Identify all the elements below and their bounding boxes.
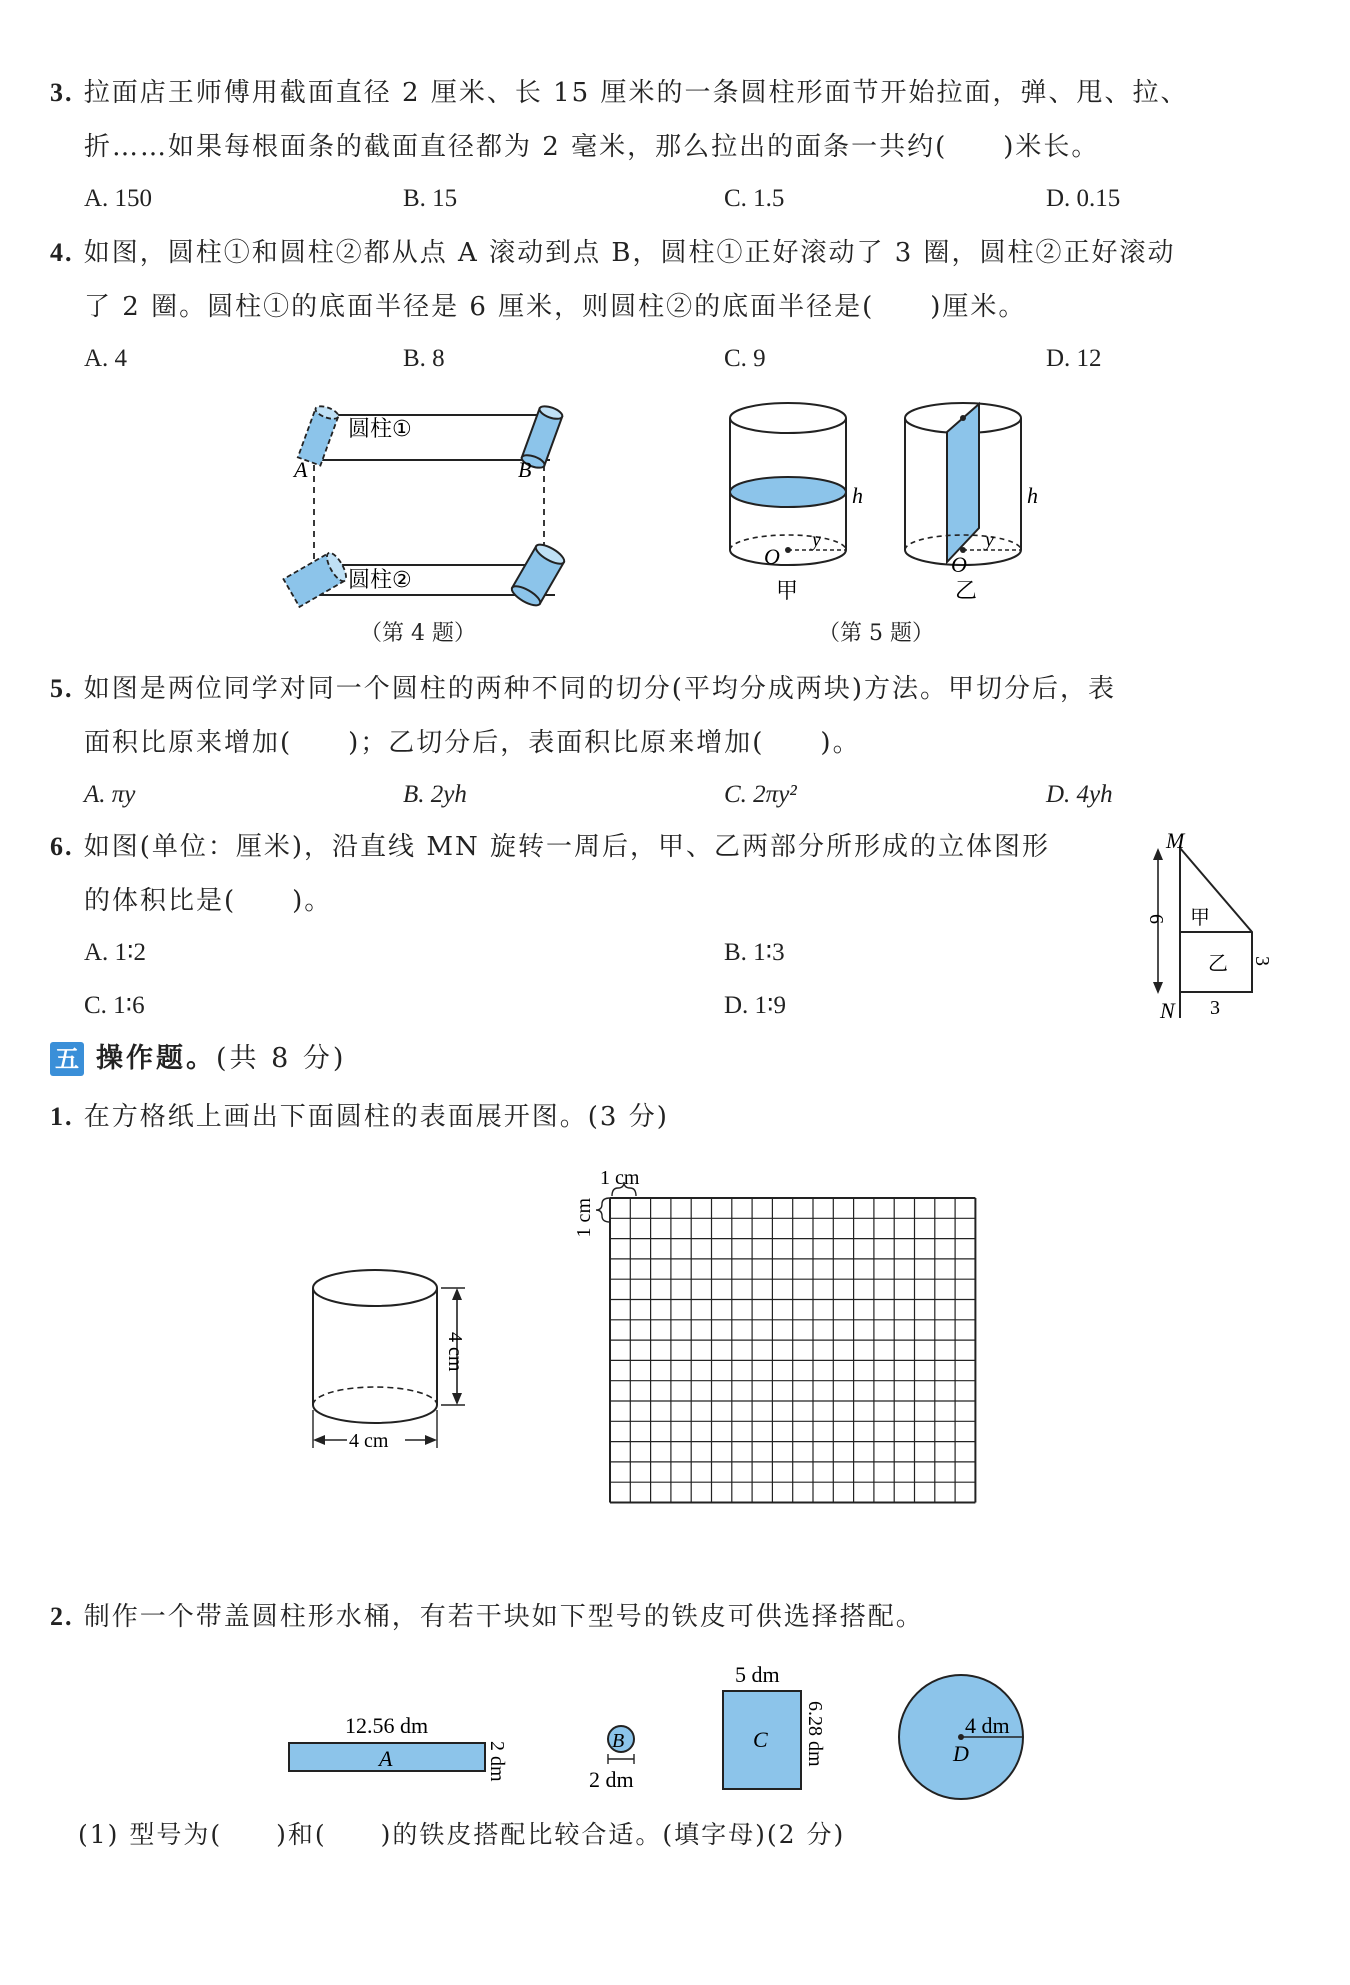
q4-figure	[280, 395, 590, 615]
jia-h-label: h	[852, 483, 863, 508]
q4-number: 4.	[50, 238, 74, 267]
section-five-points: (共 8 分)	[216, 1043, 347, 1074]
op2-sub1: (1) 型号为( )和( )的铁皮搭配比较合适。(填字母)(2 分)	[78, 1820, 846, 1849]
op1-text: 在方格纸上画出下面圆柱的表面展开图。(3 分)	[83, 1102, 669, 1132]
q5-option-d: D. 4yh	[1046, 781, 1113, 808]
section-five-badge: 五	[50, 1042, 84, 1076]
point-a: A	[294, 457, 308, 482]
sheet-a	[289, 1713, 508, 1782]
cylinder-2-label: 圆柱②	[348, 568, 412, 593]
op2-line	[50, 1600, 924, 1634]
cylinder-1-label: 圆柱①	[348, 417, 412, 442]
q5-caption: （第 5 题）	[818, 621, 934, 646]
q6-side-label: 3	[1251, 956, 1273, 966]
grid-unit-horizontal: 1 cm	[600, 1167, 640, 1189]
sheet-a-label: A	[379, 1746, 393, 1771]
q5-option-a: A. πy	[84, 781, 136, 808]
q5-option-b: B. 2yh	[403, 781, 467, 808]
q3-number: 3.	[50, 78, 74, 107]
yi-y-label: y	[985, 529, 994, 551]
q6-m-label: M	[1166, 828, 1185, 853]
jia-cylinder	[730, 403, 863, 604]
q3-option-a: A. 150	[84, 185, 153, 212]
q3-option-c: C. 1.5	[724, 185, 785, 212]
op2-number: 2.	[50, 1602, 74, 1631]
jia-name: 甲	[776, 579, 799, 604]
yi-cylinder	[905, 403, 1038, 604]
q6-text-1: 如图(单位：厘米)，沿直线 MN 旋转一周后，甲、乙两部分所形成的立体图形	[83, 832, 1050, 862]
op1-height-label: 4 cm	[444, 1332, 466, 1372]
q3-option-d: D. 0.15	[1046, 185, 1121, 212]
sheet-c	[723, 1662, 826, 1789]
op1-diameter-label: 4 cm	[349, 1430, 389, 1452]
q3-text-1: 拉面店王师傅用截面直径 2 厘米、长 15 厘米的一条圆柱形面节开始拉面，弹、甩、拉、	[83, 78, 1189, 108]
q4-option-d: D. 12	[1046, 345, 1102, 372]
q6-option-b: B. 1∶3	[724, 939, 785, 966]
yi-o-label: O	[951, 552, 967, 577]
sheet-d	[899, 1675, 1023, 1799]
q6-option-c: C. 1∶6	[84, 992, 145, 1019]
sheet-a-width: 2 dm	[486, 1741, 508, 1782]
sheet-c-width: 5 dm	[735, 1662, 780, 1687]
q5-text-1: 如图是两位同学对同一个圆柱的两种不同的切分(平均分成两块)方法。甲切分后，表	[83, 674, 1117, 704]
q6-line2: 的体积比是( )。	[84, 886, 333, 916]
iron-sheets-figure	[285, 1655, 1045, 1805]
q4-option-c: C. 9	[724, 345, 766, 372]
q3-option-b: B. 15	[403, 185, 458, 212]
sheet-c-label: C	[753, 1727, 768, 1752]
op1-number: 1.	[50, 1102, 74, 1131]
q4-option-b: B. 8	[403, 345, 445, 372]
op2-text: 制作一个带盖圆柱形水桶，有若干块如下型号的铁皮可供选择搭配。	[83, 1602, 924, 1632]
grid-paper	[570, 1160, 1070, 1590]
q4-caption: （第 4 题）	[360, 621, 476, 646]
q4-line1	[50, 236, 1176, 270]
q5-figure	[720, 400, 1050, 610]
q3-line1	[50, 76, 1188, 110]
q5-option-c: C. 2πy²	[724, 781, 797, 808]
q6-jia-label: 甲	[1190, 905, 1210, 929]
q6-option-d: D. 1∶9	[724, 992, 787, 1019]
q4-line2: 了 2 圈。圆柱①的底面半径是 6 厘米，则圆柱②的底面半径是( )厘米。	[84, 292, 1027, 322]
sheet-b-label: B	[612, 1730, 625, 1752]
q6-option-a: A. 1∶2	[84, 939, 147, 966]
sheet-a-length: 12.56 dm	[345, 1713, 429, 1738]
sheet-c-height: 6.28 dm	[804, 1701, 826, 1767]
q6-number: 6.	[50, 832, 74, 861]
yi-name: 乙	[955, 579, 978, 604]
section-five-title	[96, 1042, 346, 1076]
q4-text-1: 如图，圆柱①和圆柱②都从点 A 滚动到点 B，圆柱①正好滚动了 3 圈，圆柱②正好滚动	[83, 238, 1176, 268]
q3-line2: 折……如果每根面条的截面直径都为 2 毫米，那么拉出的面条一共约( )米长。	[84, 132, 1100, 162]
sheet-d-label: D	[953, 1741, 969, 1766]
q5-line2: 面积比原来增加( )；乙切分后，表面积比原来增加( )。	[84, 728, 861, 758]
sheet-d-radius: 4 dm	[965, 1713, 1010, 1738]
jia-o-label: O	[764, 544, 780, 569]
q5-line1	[50, 672, 1116, 706]
q6-figure	[1145, 828, 1280, 1028]
q6-yi-label: 乙	[1208, 951, 1228, 975]
op1-line	[50, 1100, 669, 1134]
q6-line1	[50, 830, 1050, 864]
sheet-b-diameter: 2 dm	[589, 1767, 634, 1792]
q4-option-a: A. 4	[84, 345, 128, 372]
section-five-title-text: 操作题。	[96, 1043, 216, 1074]
q6-height-label: 6	[1145, 914, 1167, 924]
yi-h-label: h	[1027, 483, 1038, 508]
jia-y-label: y	[812, 529, 821, 551]
grid-unit-vertical: 1 cm	[573, 1198, 595, 1238]
point-b: B	[518, 457, 532, 482]
q6-bottom-label: 3	[1210, 997, 1220, 1019]
q5-number: 5.	[50, 674, 74, 703]
sheet-b	[589, 1726, 634, 1792]
q6-n-label: N	[1160, 998, 1175, 1023]
op1-cylinder-figure	[305, 1260, 495, 1460]
